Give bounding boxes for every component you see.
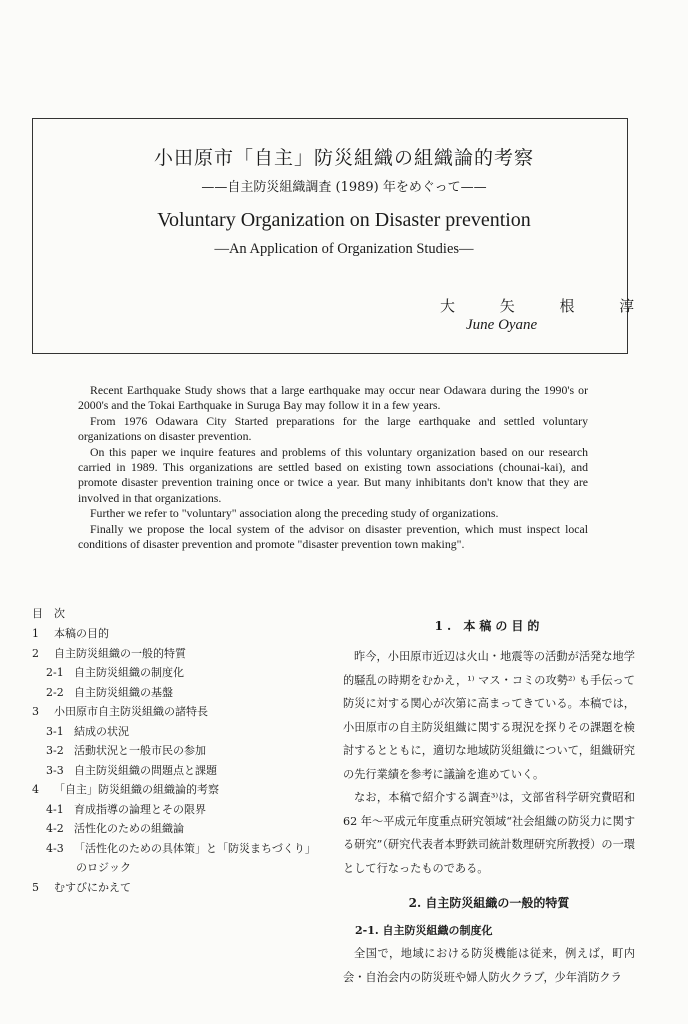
abstract-paragraph: Finally we propose the local system of the advisor on disaster prevention, which must inspect local conditions of disaster prevention and promote "disaster prevention town making". xyxy=(78,521,588,552)
toc-item-number: 5 xyxy=(32,880,39,894)
table-of-contents xyxy=(32,605,342,898)
toc-item-label: 活動状況と一般市民の参加 xyxy=(74,744,206,757)
toc-item-number: 2-2 xyxy=(46,685,64,699)
toc-item-number: 4-3 xyxy=(46,841,64,855)
abstract-paragraph: Further we refer to "voluntary" association along the preceding study of organizations. xyxy=(90,506,499,521)
toc-heading: 目 次 xyxy=(32,607,65,620)
subtitle-en: —An Application of Organization Studies— xyxy=(214,241,474,257)
section-2-title: 2. 自主防災組織の一般的特質 xyxy=(408,896,570,910)
section-1-paragraph: 昨今，小田原市近辺は火山・地震等の活動が活発な地学的騒乱の時期をむかえ，¹⁾ マス・コミの攻勢²⁾ も手伝って防災に対する関心が次第に高まってきている。本稿では，小田原市の自主防災組織に関する現況を探りその課題を検討するとともに，適切な地域防災組織について，組織研究の先行業績を参考に議論を進めていく。 xyxy=(343,650,635,781)
toc-item-label: 自主防災組織の制度化 xyxy=(74,666,184,679)
toc-item-label: 自主防災組織の基盤 xyxy=(74,685,173,699)
toc-item xyxy=(32,664,342,684)
title-en: Voluntary Organization on Disaster prevention xyxy=(157,209,531,231)
section-1-paragraph: なお，本稿で紹介する調査³⁾は，文部省科学研究費昭和 62 年～平成元年度重点研究領域“社会組織の防災力に関する研究”（研究代表者本野鉄司統計数理研究所教授）の一環として行なったものである。 xyxy=(343,791,636,875)
toc-item xyxy=(32,703,342,723)
toc-item-number: 3-1 xyxy=(46,724,64,738)
toc-item-number: 3-3 xyxy=(46,763,64,777)
toc-item-continuation xyxy=(32,859,342,879)
title-jp: 小田原市「自主」防災組織の組織論的考察 xyxy=(153,147,534,169)
section-2-1-paragraph: 全国で，地域における防災機能は従来，例えば，町内会・自治会内の防災班や婦人防火クラブ，少年消防クラ xyxy=(343,947,635,984)
toc-item-label: 自主防災組織の一般的特質 xyxy=(54,646,186,660)
title-frame-bottom-border xyxy=(32,353,628,354)
toc-item xyxy=(32,879,342,899)
toc-item-number: 3 xyxy=(32,705,39,718)
section-1-title: 1. 本稿の目的 xyxy=(434,619,544,633)
toc-item-number: 3-2 xyxy=(46,744,64,757)
toc-item xyxy=(32,801,342,821)
toc-item-label: 「自主」防災組織の組織論的考察 xyxy=(54,783,219,796)
toc-item xyxy=(32,625,342,645)
toc-item xyxy=(32,762,342,782)
author-name-en: June Oyane xyxy=(466,317,538,333)
abstract xyxy=(78,383,588,552)
title-frame-top-border xyxy=(32,118,628,119)
toc-item-label: 結成の状況 xyxy=(74,724,129,738)
toc-item-number: 2 xyxy=(32,646,39,660)
toc-item xyxy=(32,645,342,665)
toc-item xyxy=(32,684,342,704)
abstract-paragraph: From 1976 Odawara City Started preparations for the large earthquake and settled voluntary organizations on disaster prevention. xyxy=(78,413,588,444)
abstract-paragraph: On this paper we inquire features and problems of this voluntary organization based on our research carried in 1989. This organizations are settled based on existing town associations (chounai-kai), and promote disaster prevention training once or twice a year. But many inhibitants don't know that they are involved in that organizations. xyxy=(78,444,588,505)
author-name-jp: 大 矢 根 淳 xyxy=(440,297,655,315)
toc-item xyxy=(32,723,342,743)
toc-item-label: 活性化のための組織論 xyxy=(74,822,184,835)
toc-item-label: 本稿の目的 xyxy=(54,627,109,640)
toc-item-number: 4-1 xyxy=(46,802,64,816)
toc-item-label: むすびにかえて xyxy=(54,880,131,894)
toc-item-number: 2-1 xyxy=(46,666,64,679)
toc-item xyxy=(32,840,342,860)
toc-item xyxy=(32,781,342,801)
toc-item-number: 4 xyxy=(32,783,39,796)
toc-item-number: 1 xyxy=(32,627,39,640)
toc-item-label: 育成指導の論理とその限界 xyxy=(74,802,206,816)
abstract-paragraph: Recent Earthquake Study shows that a large earthquake may occur near Odawara during the 1990's or 2000's and the Tokai Earthquake in Suruga Bay may follow it in a few years. xyxy=(78,383,588,413)
body-column xyxy=(343,615,635,989)
toc-item xyxy=(32,742,342,762)
toc-item-number: 4-2 xyxy=(46,822,64,835)
toc-item-label: のロジック xyxy=(76,861,131,874)
toc-item-label: 小田原市自主防災組織の諸特長 xyxy=(54,705,208,718)
subtitle-jp: ——自主防災組織調査 (1989) 年をめぐって—— xyxy=(201,180,487,195)
section-2-1-title: 2-1. 自主防災組織の制度化 xyxy=(355,924,493,937)
toc-item-label: 「活性化のための具体策」と「防災まちづくり」 xyxy=(74,841,316,855)
toc-item xyxy=(32,820,342,840)
toc-item-label: 自主防災組織の問題点と課題 xyxy=(74,763,217,777)
